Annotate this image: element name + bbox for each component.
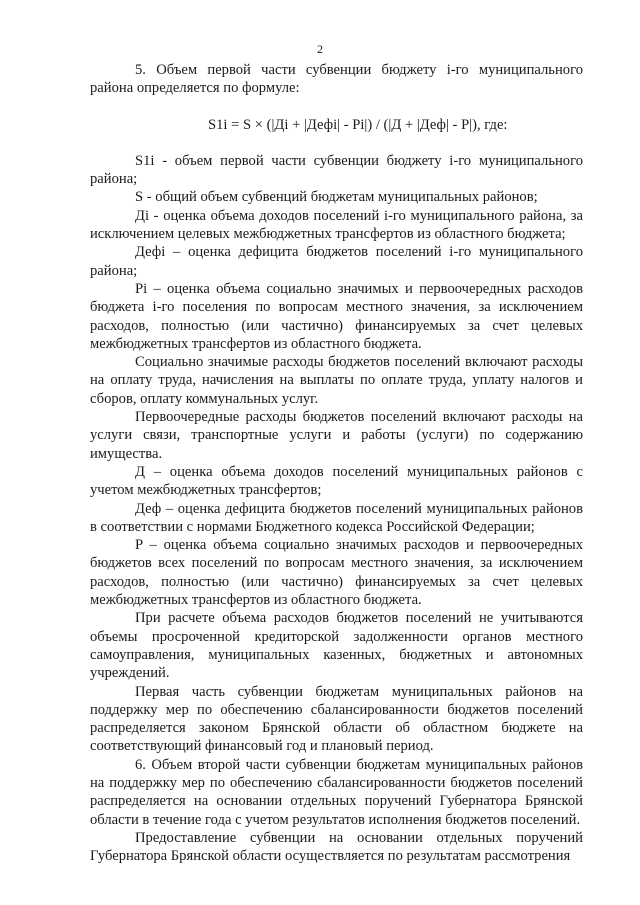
paragraph-first-part-distribution: Первая часть субвенции бюджетам муниципальных районов на поддержку мер по обеспечению сбалансированности бюджетов поселений распределяется законом Брянской области об областном бюджете на соответствующий финансовый год и плановый период. bbox=[90, 683, 583, 755]
paragraph-def-s: S - общий объем субвенций бюджетам муниципальных районов; bbox=[135, 189, 538, 206]
paragraph-def-d: Д – оценка объема доходов поселений муниципальных районов с учетом межбюджетных трансфертов; bbox=[90, 463, 583, 499]
paragraph-def-pi: Pi – оценка объема социально значимых и первоочередных расходов бюджета i-го поселения по вопросам местного значения, за исключением расходов, полностью (или частично) финансируемых за счет целевых межбюджетных трансфертов из областного бюджета. bbox=[90, 280, 583, 352]
document-body bbox=[90, 61, 583, 865]
paragraph-priority-expenses: Первоочередные расходы бюджетов поселений включают расходы на услуги связи, транспортные услуги и работы (услуги) по содержанию имущества. bbox=[90, 409, 583, 462]
paragraph-clause-6: 6. Объем второй части субвенции бюджетам муниципальных районов на поддержку мер по обеспечению сбалансированности бюджетов поселений распределяется на основании отдельных поручений Губернатора Брянской области в течение года с учетом результатов исполнения бюджетов поселений. bbox=[90, 756, 583, 828]
paragraph-def-defi: Дефi – оценка дефицита бюджетов поселений i-го муниципального района; bbox=[90, 244, 583, 279]
paragraph-clause-5-intro: 5. Объем первой части субвенции бюджету i-го муниципального района определяется по формуле: bbox=[90, 62, 583, 97]
paragraph-def-def: Деф – оценка дефицита бюджетов поселений муниципальных районов в соответствии с нормами Бюджетного кодекса Российской Федерации; bbox=[90, 500, 583, 535]
paragraph-def-s1i: S1i - объем первой части субвенции бюджету i-го муниципального района; bbox=[90, 152, 583, 188]
page-number: 2 bbox=[317, 42, 323, 56]
formula: S1i = S × (|Дi + |Дефi| - Pi|) / (|Д + |Деф| - P|), где: bbox=[208, 116, 508, 133]
paragraph-def-p: P – оценка объема социально значимых расходов и первоочередных бюджетов всех поселений по вопросам местного значения, за исключением расходов, полностью (или частично) финансируемых за счет целевых межбюджетных трансфертов из областного бюджета. bbox=[90, 537, 583, 609]
paragraph-social-expenses: Социально значимые расходы бюджетов поселений включают расходы на оплату труда, начисления на выплаты по оплате труда, уплату налогов и сборов, оплату коммунальных услуг. bbox=[90, 354, 583, 407]
paragraph-def-di: Дi - оценка объема доходов поселений i-го муниципального района, за исключением целевых межбюджетных трансфертов из областного бюджета; bbox=[90, 207, 583, 243]
paragraph-provision: Предоставление субвенции на основании отдельных поручений Губернатора Брянской области осуществляется по результатам рассмотрения bbox=[90, 829, 583, 865]
paragraph-calculation-note: При расчете объема расходов бюджетов поселений не учитываются объемы просроченной кредиторской задолженности органов местного самоуправления, муниципальных казенных, бюджетных и автономных учреждений. bbox=[90, 610, 583, 682]
